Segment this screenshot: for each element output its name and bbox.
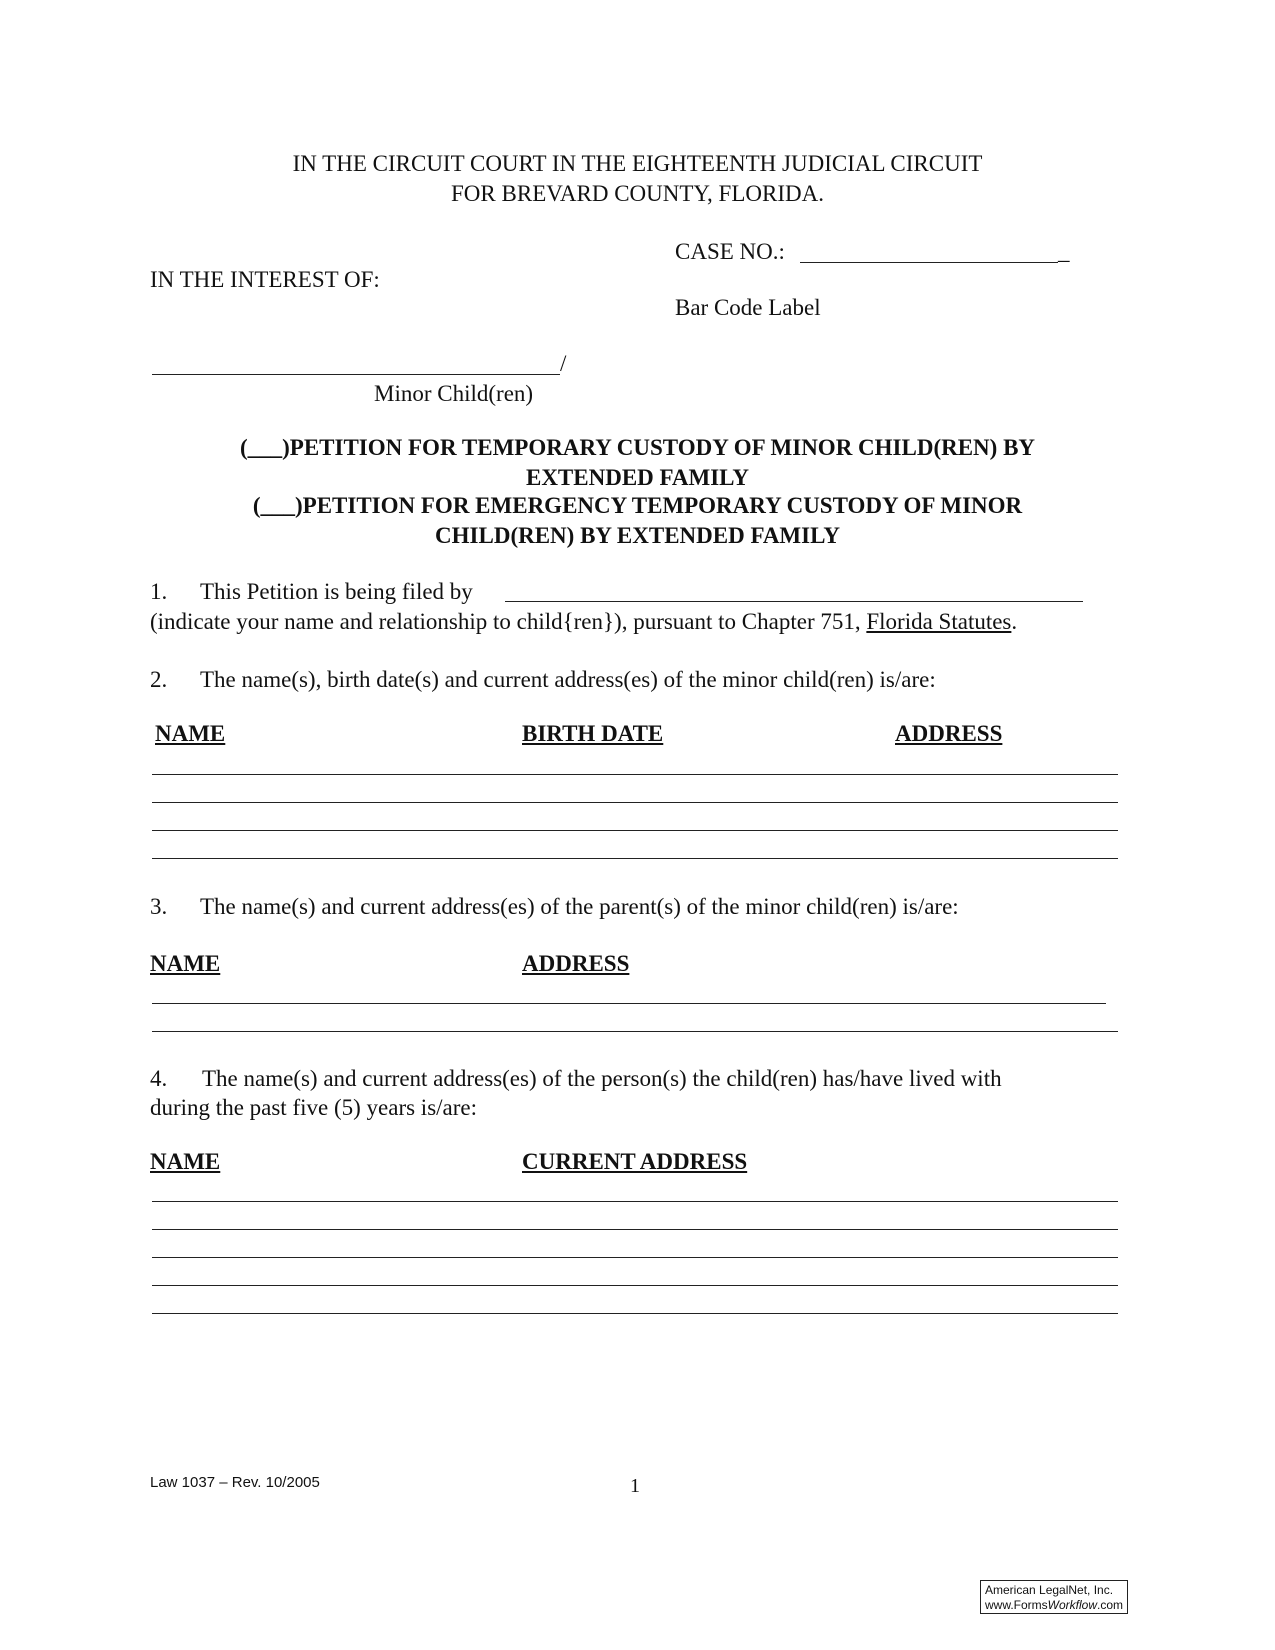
publisher-url — [985, 1598, 1123, 1613]
filed-by-field[interactable] — [505, 601, 1083, 602]
para1-line2 — [150, 608, 1017, 636]
case-no-suffix: _ — [1058, 239, 1070, 264]
publisher-url-suffix: .com — [1097, 1598, 1124, 1612]
bar-code-label: Bar Code Label — [675, 295, 821, 320]
para4-text: The name(s) and current address(es) of the person(s) the child(ren) has/have lived with — [202, 1066, 1002, 1091]
publisher-name: American LegalNet, Inc. — [985, 1583, 1114, 1597]
para1-line2-suffix: . — [1011, 609, 1018, 634]
publisher-box — [980, 1580, 1128, 1614]
residence-entry-line[interactable] — [152, 1201, 1118, 1202]
para3-text: The name(s) and current address(es) of the parent(s) of the minor child(ren) is/are: — [200, 894, 959, 919]
para2-number: 2. — [150, 667, 168, 692]
caption-slash: / — [560, 351, 567, 376]
publisher-url-prefix: www.Forms — [985, 1598, 1048, 1612]
para1-line2-prefix: (indicate your name and relationship to child{ren}), pursuant to Chapter 751, — [150, 609, 867, 634]
petition-title-line1: (___)PETITION FOR TEMPORARY CUSTODY OF MINOR CHILD(REN) BY — [239, 435, 1036, 460]
para2-header-address: ADDRESS — [895, 721, 1003, 746]
case-no-label: CASE NO.: — [675, 239, 785, 264]
para2-header-birth-date: BIRTH DATE — [522, 721, 664, 746]
florida-statutes: Florida Statutes — [866, 609, 1012, 634]
court-header-line1: IN THE CIRCUIT COURT IN THE EIGHTEENTH JUDICIAL CIRCUIT — [292, 151, 983, 176]
para3-number: 3. — [150, 894, 168, 919]
form-id: Law 1037 – Rev. 10/2005 — [150, 1474, 320, 1491]
para4-header-name: NAME — [150, 1149, 221, 1174]
petition-title-line2: EXTENDED FAMILY — [525, 465, 749, 490]
para1-text: This Petition is being filed by — [200, 579, 473, 604]
minor-child-name-field[interactable] — [152, 374, 560, 375]
residence-entry-line[interactable] — [152, 1313, 1118, 1314]
child-entry-line[interactable] — [152, 802, 1118, 803]
petition-title-line3: (___)PETITION FOR EMERGENCY TEMPORARY CUSTODY OF MINOR — [252, 493, 1023, 518]
page-number: 1 — [630, 1475, 640, 1497]
child-entry-line[interactable] — [152, 774, 1118, 775]
residence-entry-line[interactable] — [152, 1257, 1118, 1258]
para4-text-line2: during the past five (5) years is/are: — [150, 1095, 477, 1120]
para1-number: 1. — [150, 579, 168, 604]
child-entry-line[interactable] — [152, 830, 1118, 831]
parent-entry-line[interactable] — [152, 1031, 1118, 1032]
case-no-field[interactable] — [800, 262, 1058, 263]
interest-of-label: IN THE INTEREST OF: — [150, 267, 380, 292]
parent-entry-line[interactable] — [152, 1003, 1106, 1004]
para2-header-name: NAME — [155, 721, 226, 746]
petition-title-line4: CHILD(REN) BY EXTENDED FAMILY — [435, 523, 840, 548]
para3-header-address: ADDRESS — [522, 951, 630, 976]
publisher-url-italic: Workflow — [1047, 1598, 1098, 1612]
residence-entry-line[interactable] — [152, 1229, 1118, 1230]
para2-text: The name(s), birth date(s) and current address(es) of the minor child(ren) is/are: — [200, 667, 936, 692]
para4-header-current-address: CURRENT ADDRESS — [522, 1149, 748, 1174]
para4-number: 4. — [150, 1066, 168, 1091]
residence-entry-line[interactable] — [152, 1285, 1118, 1286]
para3-header-name: NAME — [150, 951, 221, 976]
minor-children-label: Minor Child(ren) — [374, 381, 534, 406]
court-header-line2: FOR BREVARD COUNTY, FLORIDA. — [451, 181, 824, 206]
child-entry-line[interactable] — [152, 858, 1118, 859]
